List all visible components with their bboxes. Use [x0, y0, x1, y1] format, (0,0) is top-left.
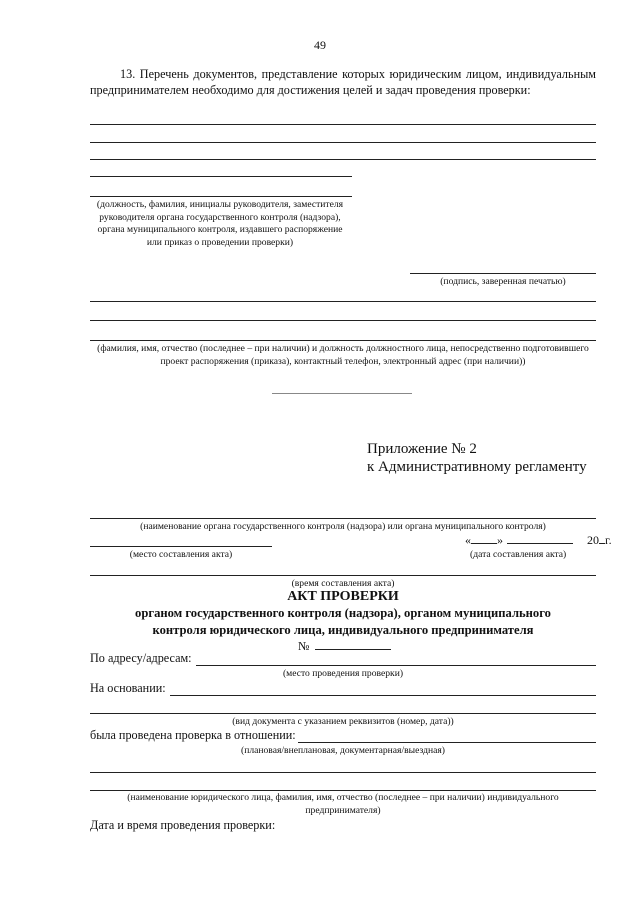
act-title: АКТ ПРОВЕРКИ	[287, 589, 399, 604]
fill-line	[90, 518, 596, 519]
conducted-label: была проведена проверка в отношении:	[90, 728, 296, 742]
act-subtitle-line1: органом государственного контроля (надзора), органом муниципального	[135, 606, 551, 620]
separator-line	[272, 393, 412, 394]
basis-label: На основании:	[90, 681, 166, 695]
conducted-line	[298, 742, 596, 743]
year-prefix: 20	[587, 533, 599, 547]
date-row	[465, 533, 612, 548]
basis-line	[170, 695, 596, 696]
fill-line	[90, 546, 272, 547]
day-blank	[471, 533, 497, 544]
conducted-caption: (плановая/внеплановая, документарная/выездная)	[241, 745, 445, 756]
appendix-number: Приложение № 2	[367, 441, 477, 457]
signature-line	[410, 273, 596, 274]
datetime-label: Дата и время проведения проверки:	[90, 818, 276, 832]
fill-line	[90, 159, 596, 160]
number-sign: №	[298, 639, 310, 653]
appendix-heading	[367, 440, 587, 476]
fill-line	[90, 790, 596, 791]
fill-line	[90, 196, 352, 197]
fill-line	[90, 713, 596, 714]
quote-open: «	[465, 533, 471, 547]
appendix-reference: к Административному регламенту	[367, 459, 587, 475]
official-caption: (должность, фамилия, инициалы руководителя, заместителя руководителя органа государственного контроля (надзора), органа муниципального контроля, издавшего распоряжение или приказ о проведении проверки)	[96, 199, 344, 248]
fill-line	[90, 772, 596, 773]
fill-line	[90, 124, 596, 125]
act-subtitle-line2: контроля юридического лица, индивидуального предпринимателя	[152, 623, 534, 637]
address-caption: (место проведения проверки)	[282, 668, 404, 679]
fill-line	[90, 320, 596, 321]
fill-line	[90, 301, 596, 302]
fill-line	[90, 575, 596, 576]
signature-caption: (подпись, заверенная печатью)	[440, 276, 566, 287]
month-blank	[507, 533, 573, 544]
address-label: По адресу/адресам:	[90, 651, 192, 665]
fill-line	[90, 142, 596, 143]
fill-line	[90, 176, 352, 177]
preparer-caption: (фамилия, имя, отчество (последнее – при наличии) и должность должностного лица, непосредственно подготовившего проект распоряжения (приказа), контактный телефон, электронный адрес (при наличии))	[97, 343, 589, 367]
quote-close: »	[497, 533, 503, 547]
address-line	[196, 665, 596, 666]
section-13-paragraph: 13. Перечень документов, представление которых юридическим лицом, индивидуальным предпринимателем необходимо для достижения целей и задач проведения проверки:	[90, 67, 596, 97]
number-blank	[315, 639, 391, 650]
date-caption: (дата составления акта)	[470, 549, 567, 560]
time-caption: (время составления акта)	[291, 578, 395, 589]
basis-caption: (вид документа с указанием реквизитов (номер, дата))	[232, 716, 454, 727]
entity-caption: (наименование юридического лица, фамилия, имя, отчество (последнее – при наличии) индивидуального предпринимателя)	[127, 792, 559, 816]
year-suffix: г.	[605, 533, 612, 547]
fill-line	[90, 340, 596, 341]
organ-caption: (наименование органа государственного контроля (надзора) или органа муниципального контроля)	[140, 521, 546, 532]
act-number	[298, 639, 391, 654]
page-number: 49	[314, 38, 326, 52]
place-caption: (место составления акта)	[129, 549, 233, 560]
